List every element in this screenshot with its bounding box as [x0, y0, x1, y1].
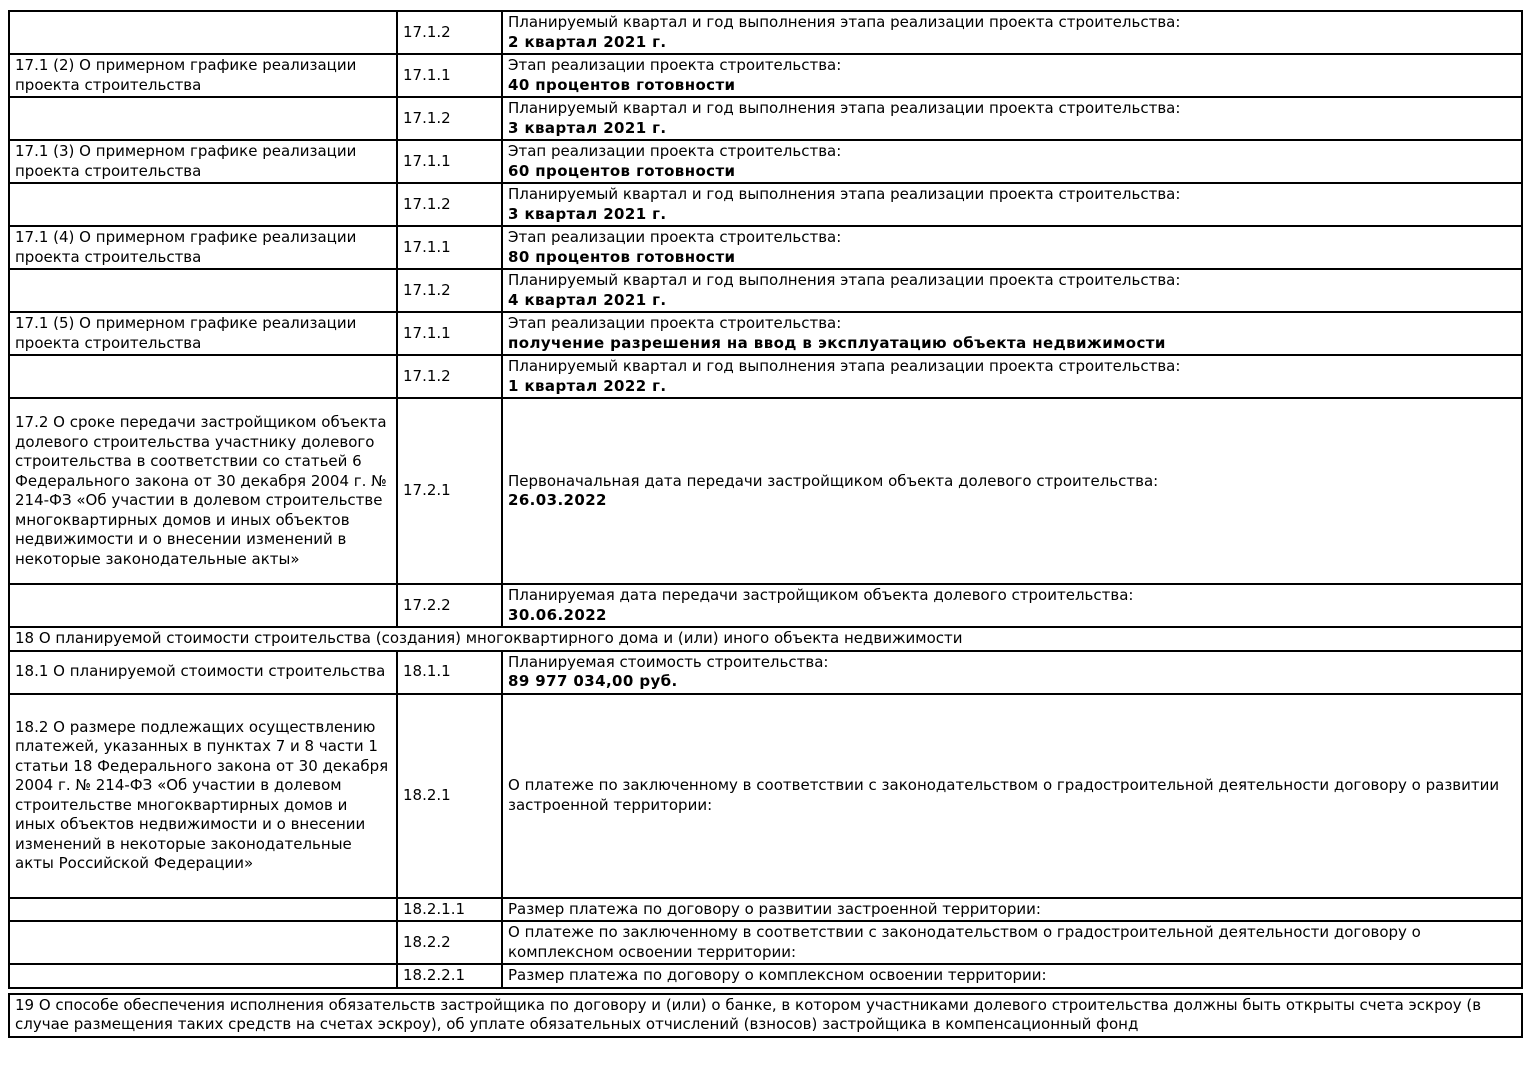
table-row	[9, 183, 1522, 226]
field-label: Этап реализации проекта строительства:	[508, 228, 842, 246]
row-number: 17.1.2	[397, 11, 502, 54]
field-label: Планируемая стоимость строительства:	[508, 652, 829, 671]
row-content	[502, 11, 1522, 54]
row-content	[502, 898, 1522, 922]
row-content	[502, 97, 1522, 140]
field-label: Планируемая дата передачи застройщиком объекта долевого строительства:	[508, 586, 1134, 604]
row-description: 17.1 (4) О примерном графике реализации проекта строительства	[9, 226, 397, 269]
row-description: 17.1 (5) О примерном графике реализации проекта строительства	[9, 312, 397, 355]
row-description	[9, 921, 397, 964]
row-content	[502, 355, 1522, 398]
field-value: 4 квартал 2021 г.	[508, 290, 667, 309]
field-label: Этап реализации проекта строительства:	[508, 56, 842, 74]
table-row	[9, 54, 1522, 97]
table-row	[9, 921, 1522, 964]
row-number: 17.1.1	[397, 140, 502, 183]
row-number: 17.1.1	[397, 226, 502, 269]
table-row	[9, 312, 1522, 355]
row-description	[9, 11, 397, 54]
field-label: Планируемый квартал и год выполнения этапа реализации проекта строительства:	[508, 99, 1181, 117]
table-row	[9, 355, 1522, 398]
section-header: 18 О планируемой стоимости строительства (создания) многоквартирного дома и (или) иного объекта недвижимости	[9, 627, 1522, 651]
row-description	[9, 97, 397, 140]
row-number: 18.1.1	[397, 651, 502, 694]
field-value: 2 квартал 2021 г.	[508, 32, 667, 51]
field-value: 26.03.2022	[508, 491, 607, 509]
field-label: О платеже по заключенному в соответствии с законодательством о градостроительной деятельности договору о развитии застроенной территории:	[508, 776, 1500, 814]
table-row	[9, 651, 1522, 694]
field-value: 60 процентов готовности	[508, 161, 736, 180]
field-value: 40 процентов готовности	[508, 75, 736, 94]
table-row	[9, 964, 1522, 988]
row-content	[502, 269, 1522, 312]
row-description	[9, 183, 397, 226]
section-header-row	[9, 994, 1522, 1037]
field-label: Планируемый квартал и год выполнения этапа реализации проекта строительства:	[508, 185, 1181, 203]
row-number: 17.1.2	[397, 183, 502, 226]
row-description: 17.1 (3) О примерном графике реализации проекта строительства	[9, 140, 397, 183]
table-row	[9, 898, 1522, 922]
field-value: 80 процентов готовности	[508, 247, 736, 266]
row-content	[502, 312, 1522, 355]
section-header-row	[9, 627, 1522, 651]
table-row	[9, 694, 1522, 898]
row-description	[9, 269, 397, 312]
field-value: 89 977 034,00 руб.	[508, 672, 678, 690]
row-description: 18.2 О размере подлежащих осуществлению платежей, указанных в пунктах 7 и 8 части 1 статьи 18 Федерального закона от 30 декабря 2004 г. № 214-ФЗ «Об участии в долевом строительстве многоквартирных домов и иных объектов недвижимости и о внесении изменений в некоторые законодательные акты Российской Федерации»	[9, 694, 397, 898]
row-content	[502, 183, 1522, 226]
row-description: 17.2 О сроке передачи застройщиком объекта долевого строительства участнику долевого строительства в соответствии со статьей 6 Федерального закона от 30 декабря 2004 г. № 214-ФЗ «Об участии в долевом строительстве многоквартирных домов и иных объектов недвижимости и о внесении изменений в некоторые законодательные акты»	[9, 398, 397, 584]
field-label: Планируемый квартал и год выполнения этапа реализации проекта строительства:	[508, 271, 1181, 289]
field-label: Этап реализации проекта строительства:	[508, 142, 842, 160]
row-description	[9, 964, 397, 988]
field-value: 3 квартал 2021 г.	[508, 118, 667, 137]
row-number: 17.2.1	[397, 398, 502, 584]
table-row	[9, 97, 1522, 140]
row-content	[502, 54, 1522, 97]
row-content	[502, 964, 1522, 988]
row-number: 18.2.1.1	[397, 898, 502, 922]
row-content	[502, 398, 1522, 584]
field-value: получение разрешения на ввод в эксплуатацию объекта недвижимости	[508, 333, 1166, 352]
row-description	[9, 584, 397, 627]
row-content	[502, 921, 1522, 964]
row-number: 17.2.2	[397, 584, 502, 627]
section-header: 19 О способе обеспечения исполнения обязательств застройщика по договору и (или) о банке, в котором участниками долевого строительства должны быть открыты счета эскроу (в случае размещения таких средств на счетах эскроу), об уплате обязательных отчислений (взносов) застройщика в компенсационный фонд	[9, 994, 1522, 1037]
row-content	[502, 140, 1522, 183]
row-number: 17.1.1	[397, 54, 502, 97]
table-row	[9, 11, 1522, 54]
field-label: О платеже по заключенному в соответствии с законодательством о градостроительной деятельности договору о комплексном освоении территории:	[508, 923, 1421, 961]
row-content	[502, 584, 1522, 627]
row-content	[502, 226, 1522, 269]
row-number: 17.1.2	[397, 97, 502, 140]
row-number: 17.1.1	[397, 312, 502, 355]
field-label: Размер платежа по договору о комплексном освоении территории:	[508, 966, 1047, 984]
table-row	[9, 398, 1522, 584]
field-label: Этап реализации проекта строительства:	[508, 314, 842, 332]
table-row	[9, 140, 1522, 183]
field-value: 1 квартал 2022 г.	[508, 376, 667, 395]
row-number: 18.2.1	[397, 694, 502, 898]
row-description: 17.1 (2) О примерном графике реализации проекта строительства	[9, 54, 397, 97]
table-row	[9, 269, 1522, 312]
row-description	[9, 355, 397, 398]
section-19-table	[8, 993, 1523, 1038]
field-label: Первоначальная дата передачи застройщиком объекта долевого строительства:	[508, 471, 1159, 490]
field-label: Планируемый квартал и год выполнения этапа реализации проекта строительства:	[508, 13, 1181, 31]
field-label: Планируемый квартал и год выполнения этапа реализации проекта строительства:	[508, 357, 1181, 375]
table-row	[9, 226, 1522, 269]
row-number: 17.1.2	[397, 269, 502, 312]
table-row	[9, 584, 1522, 627]
row-content	[502, 651, 1522, 694]
project-declaration-table	[8, 10, 1523, 989]
row-number: 18.2.2	[397, 921, 502, 964]
row-number: 18.2.2.1	[397, 964, 502, 988]
field-value: 3 квартал 2021 г.	[508, 204, 667, 223]
row-content	[502, 694, 1522, 898]
row-number: 17.1.2	[397, 355, 502, 398]
field-value: 30.06.2022	[508, 605, 607, 624]
row-description	[9, 898, 397, 922]
field-label: Размер платежа по договору о развитии застроенной территории:	[508, 899, 1041, 918]
row-description: 18.1 О планируемой стоимости строительства	[9, 651, 397, 694]
